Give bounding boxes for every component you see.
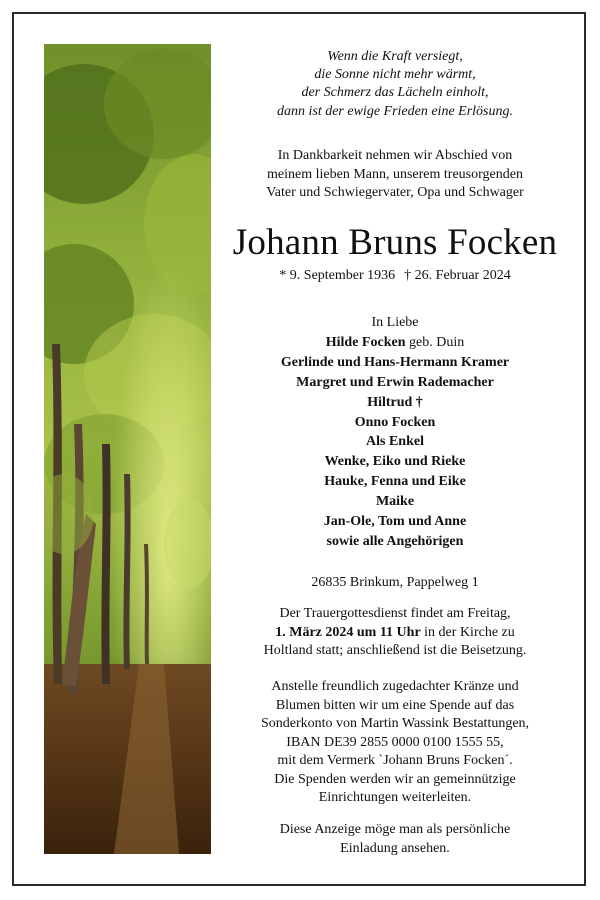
mourner-name: Onno Focken — [354, 414, 436, 430]
poem-line: der Schmerz das Lächeln einholt, — [301, 85, 489, 101]
mourner-name: Hiltrud † — [367, 394, 423, 410]
donation-request — [222, 678, 568, 808]
mourner-name: Margret und Erwin Rademacher — [296, 374, 494, 390]
deceased-name: Johann Bruns Focken — [232, 222, 558, 263]
intro-line: meinem lieben Mann, unserem treusorgenden — [267, 166, 523, 182]
death-date: † 26. Februar 2024 — [404, 268, 511, 283]
poem-line: dann ist der ewige Frieden eine Erlösung. — [276, 103, 514, 119]
life-dates — [222, 267, 568, 285]
mourners-list — [222, 313, 568, 552]
intro-line: Vater und Schwiegervater, Opa und Schwager — [266, 185, 524, 200]
widow-name: Hilde Focken — [325, 334, 406, 350]
mourners-heading: In Liebe — [371, 315, 419, 330]
mourner-name: Jan-Ole, Tom und Anne — [323, 514, 467, 530]
poem-line: die Sonne nicht mehr wärmt, — [314, 67, 476, 83]
mourner-widow — [222, 333, 568, 353]
service-date-line — [222, 624, 568, 643]
donation-line: Anstelle freundlich zugedachter Kränze und — [271, 679, 519, 694]
poem — [222, 48, 568, 121]
family-address: 26835 Brinkum, Pappelweg 1 — [311, 575, 479, 590]
donation-line: Einrichtungen weiterleiten. — [318, 790, 472, 805]
service-line: Der Trauergottesdienst findet am Freitag, — [279, 606, 511, 621]
service-location: in der Kirche zu — [420, 624, 515, 640]
mourner-name: Wenke, Eiko und Rieke — [324, 454, 466, 470]
mourner-name: sowie alle Angehörigen — [326, 533, 464, 549]
poem-line: Wenn die Kraft versiegt, — [327, 49, 463, 64]
donation-line: Blumen bitten wir um eine Spende auf das — [275, 697, 515, 713]
service-line: Holtland statt; anschließend ist die Beisetzung. — [263, 643, 527, 658]
service-date: 1. März 2024 um 11 Uhr — [275, 624, 421, 640]
intro-line: In Dankbarkeit nehmen wir Abschied von — [277, 148, 513, 163]
closing-line: Einladung ansehen. — [340, 840, 450, 856]
forest-path-photo — [44, 44, 211, 854]
closing-line: Diese Anzeige möge man als persönliche — [279, 822, 511, 837]
donation-iban: IBAN DE39 2855 0000 0100 1555 55, — [286, 734, 504, 750]
mourner-name: Als Enkel — [366, 434, 424, 450]
mourner-name: Gerlinde und Hans-Hermann Kramer — [280, 354, 510, 370]
funeral-service-info — [222, 605, 568, 661]
donation-line: Sonderkonto von Martin Wassink Bestattungen, — [260, 716, 530, 731]
widow-maiden-name: geb. Duin — [405, 334, 465, 350]
birth-date: * 9. September 1936 — [279, 268, 396, 283]
mourner-name: Maike — [375, 494, 415, 510]
farewell-intro — [222, 147, 568, 203]
closing-note — [222, 821, 568, 858]
mourner-name: Hauke, Fenna und Eike — [324, 474, 466, 490]
donation-line: mit dem Vermerk `Johann Bruns Focken´. — [277, 753, 513, 768]
donation-line: Die Spenden werden wir an gemeinnützige — [274, 771, 516, 787]
